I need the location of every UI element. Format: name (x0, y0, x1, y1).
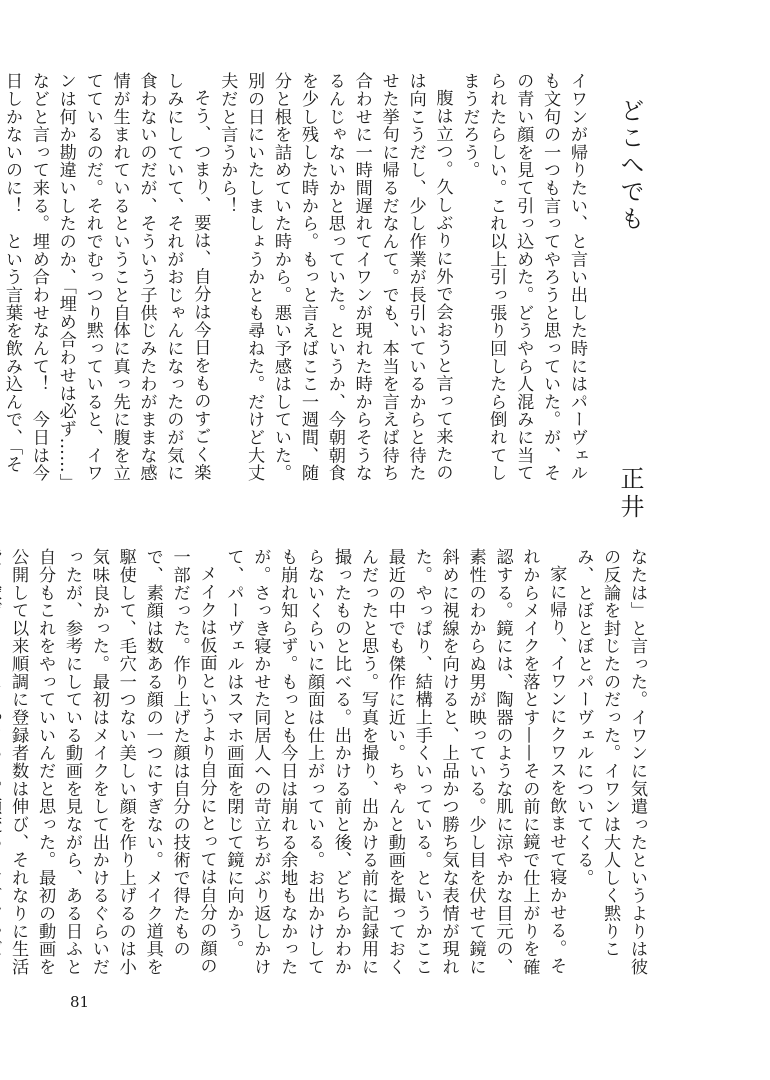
paragraph: イワンが帰りたい、と言い出した時にはパーヴェルも文句の一つも言ってやろうと思っていた。が、その青い顔を見て引っ込めた。どうやら人混みに当てられたらしい。これ以上引っ張り回したら倒れてしまうだろう。 (459, 72, 587, 482)
paragraph: なたは」と言った。イワンに気遣ったというよりは彼の反論を封じたのだった。イワンは大人しく黙りこみ、とぼとぼとパーヴェルについてくる。 (573, 548, 647, 976)
paragraph: 腹は立つ。久しぶりに外で会おうと言って来たのは向こうだし、少し作業が長引いているからと待たせた挙句に帰るだなんて。でも、本当を言えば待ち合わせに一時間遅れてイワンが現れた時からそうなるんじゃないかと思っていた。というか、今朝朝食を少し残した時から。もっと言えばここ一週間、随分と根を詰めていた時から。悪い予感はしていた。別の日にいたしましょうかとも尋ねた。だけど大丈夫だと言うから！ (217, 72, 453, 482)
upper-text-block (1, 72, 590, 490)
paragraph: 家に帰り、イワンにクワスを飲ませて寝かせる。それからメイクを落とす——その前に鏡で仕上がりを確認する。鏡には、陶器のような肌に涼やかな目元の、素性のわからぬ男が映っている。少し目を伏せて鏡に斜めに視線を向けると、上品かつ勝ち気な表情が現れた。やっぱり、結構上手くいっている。というかここ最近の中でも傑作に近い。ちゃんと動画を撮っておくんだったと思う。写真を撮り、出かける前に記録用に撮ったものと比べる。出かける前と後、どちらかわからないくらいに顔面は仕上がっている。お出かけしても崩れ知らず。もっとも今日は崩れる余地もなかったが。さっき寝かせた同居人への苛立ちがぶり返しかけて、パーヴェルはスマホ画面を閉じて鏡に向かう。 (223, 548, 567, 976)
paragraph: メイクは仮面というより自分にとっては自分の顔の一部だった。作り上げた顔は自分の技術で得たもので、素顔は数ある顔の一つにすぎない。メイク道具を駆使して、毛穴一つない美しい顔を作り上げるのは小気味良かった。最初はメイクをして出かけるぐらいだったが、参考にしている動画を見ながら、ある日ふと自分もこれをやっていいんだと思った。最初の動画を公開して以来順調に登録者数は伸び、それなりに生活 (8, 548, 217, 976)
author-name: 正井 (616, 466, 644, 522)
page-number: 81 (70, 993, 90, 1011)
paragraph: そう、つまり、要は、自分は今日をものすごく楽しみにしていて、それがおじゃんになったのが気に食わないのだが、そういう子供じみたわがままな感情が生まれているということ自体に真っ先に腹を立てているのだ。それでむっつり黙っていると、イワンは何か勘違いしたのか、「埋め合わせは必ず……」などと言って来る。埋め合わせなんて！ 今日は今日しかないのに！ という言葉を飲み込んで、「そ (1, 72, 211, 483)
lower-text-block (8, 548, 650, 978)
chapter-title: どこへでも (616, 98, 644, 233)
